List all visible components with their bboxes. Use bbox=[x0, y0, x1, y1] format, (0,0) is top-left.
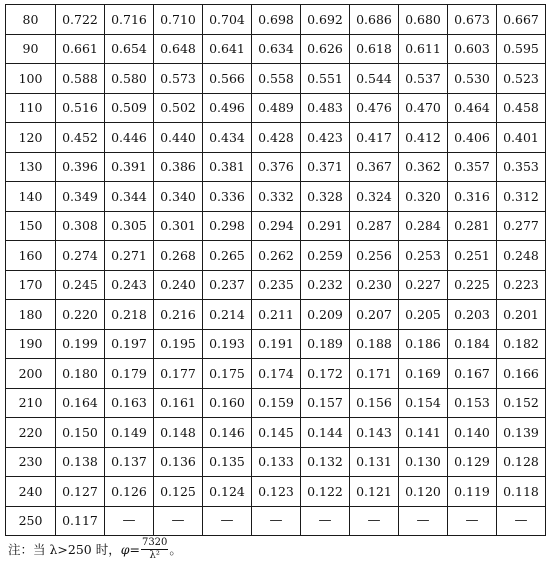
table-cell: 0.175 bbox=[203, 359, 252, 389]
table-row bbox=[6, 182, 546, 212]
table-row bbox=[6, 329, 546, 359]
table-cell: 0.123 bbox=[252, 477, 301, 507]
table-cell: 0.171 bbox=[350, 359, 399, 389]
table-cell: 0.259 bbox=[301, 241, 350, 271]
table-cell: 0.686 bbox=[350, 5, 399, 35]
row-lambda-label: 130 bbox=[6, 152, 56, 182]
table-cell: 0.130 bbox=[399, 447, 448, 477]
table-row bbox=[6, 64, 546, 94]
table-cell: 0.172 bbox=[301, 359, 350, 389]
table-cell: 0.661 bbox=[56, 34, 105, 64]
table-cell: 0.626 bbox=[301, 34, 350, 64]
table-cell: 0.648 bbox=[154, 34, 203, 64]
table-cell: 0.301 bbox=[154, 211, 203, 241]
table-cell: 0.551 bbox=[301, 64, 350, 94]
table-cell: 0.704 bbox=[203, 5, 252, 35]
table-cell: 0.464 bbox=[448, 93, 497, 123]
table-cell: 0.710 bbox=[154, 5, 203, 35]
table-cell: 0.654 bbox=[105, 34, 154, 64]
table-row bbox=[6, 93, 546, 123]
table-cell: 0.193 bbox=[203, 329, 252, 359]
table-row bbox=[6, 34, 546, 64]
table-cell: 0.294 bbox=[252, 211, 301, 241]
table-cell: 0.197 bbox=[105, 329, 154, 359]
table-cell: 0.324 bbox=[350, 182, 399, 212]
row-lambda-label: 150 bbox=[6, 211, 56, 241]
row-lambda-label: 250 bbox=[6, 506, 56, 536]
table-cell: 0.131 bbox=[350, 447, 399, 477]
table-cell: 0.452 bbox=[56, 123, 105, 153]
table-cell: 0.401 bbox=[497, 123, 546, 153]
table-cell: 0.132 bbox=[301, 447, 350, 477]
table-cell: 0.153 bbox=[448, 388, 497, 418]
table-cell: 0.362 bbox=[399, 152, 448, 182]
table-cell: 0.595 bbox=[497, 34, 546, 64]
table-cell: 0.143 bbox=[350, 418, 399, 448]
table-cell: 0.423 bbox=[301, 123, 350, 153]
row-lambda-label: 120 bbox=[6, 123, 56, 153]
table-cell: 0.169 bbox=[399, 359, 448, 389]
table-cell: 0.349 bbox=[56, 182, 105, 212]
footnote-fraction bbox=[141, 538, 168, 561]
table-cell: 0.305 bbox=[105, 211, 154, 241]
table-cell: 0.136 bbox=[154, 447, 203, 477]
table-cell: 0.281 bbox=[448, 211, 497, 241]
table-cell: 0.141 bbox=[399, 418, 448, 448]
table-row bbox=[6, 5, 546, 35]
table-cell: 0.256 bbox=[350, 241, 399, 271]
row-lambda-label: 160 bbox=[6, 241, 56, 271]
table-cell: 0.150 bbox=[56, 418, 105, 448]
table-cell: 0.245 bbox=[56, 270, 105, 300]
table-cell: 0.391 bbox=[105, 152, 154, 182]
table-cell: — bbox=[154, 506, 203, 536]
fraction-denominator: λ² bbox=[149, 549, 160, 561]
table-cell: 0.376 bbox=[252, 152, 301, 182]
table-cell: 0.268 bbox=[154, 241, 203, 271]
row-lambda-label: 90 bbox=[6, 34, 56, 64]
table-cell: 0.287 bbox=[350, 211, 399, 241]
table-cell: 0.298 bbox=[203, 211, 252, 241]
table-cell: 0.698 bbox=[252, 5, 301, 35]
table-cell: 0.253 bbox=[399, 241, 448, 271]
table-cell: — bbox=[105, 506, 154, 536]
table-cell: — bbox=[252, 506, 301, 536]
table-cell: 0.126 bbox=[105, 477, 154, 507]
table-cell: 0.201 bbox=[497, 300, 546, 330]
table-cell: 0.277 bbox=[497, 211, 546, 241]
table-cell: 0.207 bbox=[350, 300, 399, 330]
table-cell: 0.344 bbox=[105, 182, 154, 212]
table-cell: 0.328 bbox=[301, 182, 350, 212]
table-cell: 0.184 bbox=[448, 329, 497, 359]
table-cell: 0.537 bbox=[399, 64, 448, 94]
table-cell: 0.312 bbox=[497, 182, 546, 212]
table-cell: 0.667 bbox=[497, 5, 546, 35]
table-cell: 0.195 bbox=[154, 329, 203, 359]
table-cell: 0.367 bbox=[350, 152, 399, 182]
table-cell: 0.119 bbox=[448, 477, 497, 507]
table-cell: 0.502 bbox=[154, 93, 203, 123]
table-cell: 0.166 bbox=[497, 359, 546, 389]
table-cell: 0.149 bbox=[105, 418, 154, 448]
table-cell: 0.428 bbox=[252, 123, 301, 153]
table-row bbox=[6, 211, 546, 241]
table-cell: 0.186 bbox=[399, 329, 448, 359]
footnote-equals: = bbox=[129, 541, 140, 557]
table-cell: 0.371 bbox=[301, 152, 350, 182]
table-cell: 0.544 bbox=[350, 64, 399, 94]
table-footnote bbox=[8, 534, 182, 564]
table-cell: 0.117 bbox=[56, 506, 105, 536]
row-lambda-label: 100 bbox=[6, 64, 56, 94]
table-cell: 0.205 bbox=[399, 300, 448, 330]
table-cell: 0.406 bbox=[448, 123, 497, 153]
row-lambda-label: 110 bbox=[6, 93, 56, 123]
table-cell: 0.446 bbox=[105, 123, 154, 153]
table-cell: 0.611 bbox=[399, 34, 448, 64]
table-cell: 0.673 bbox=[448, 5, 497, 35]
table-cell: 0.227 bbox=[399, 270, 448, 300]
table-cell: 0.148 bbox=[154, 418, 203, 448]
table-cell: 0.174 bbox=[252, 359, 301, 389]
table-cell: 0.179 bbox=[105, 359, 154, 389]
table-cell: 0.412 bbox=[399, 123, 448, 153]
table-cell: 0.199 bbox=[56, 329, 105, 359]
footnote-prefix: 注：当 λ>250 时， bbox=[8, 542, 121, 557]
table-cell: 0.316 bbox=[448, 182, 497, 212]
table-cell: 0.440 bbox=[154, 123, 203, 153]
row-lambda-label: 210 bbox=[6, 388, 56, 418]
table-cell: 0.580 bbox=[105, 64, 154, 94]
table-cell: 0.573 bbox=[154, 64, 203, 94]
footnote-suffix: 。 bbox=[169, 542, 182, 557]
table-cell: 0.308 bbox=[56, 211, 105, 241]
table-cell: 0.146 bbox=[203, 418, 252, 448]
table-cell: 0.144 bbox=[301, 418, 350, 448]
table-cell: 0.182 bbox=[497, 329, 546, 359]
table-cell: 0.145 bbox=[252, 418, 301, 448]
table-cell: 0.692 bbox=[301, 5, 350, 35]
table-cell: 0.140 bbox=[448, 418, 497, 448]
row-lambda-label: 170 bbox=[6, 270, 56, 300]
table-cell: 0.152 bbox=[497, 388, 546, 418]
table-cell: 0.496 bbox=[203, 93, 252, 123]
table-cell: 0.203 bbox=[448, 300, 497, 330]
table-cell: 0.271 bbox=[105, 241, 154, 271]
table-cell: 0.127 bbox=[56, 477, 105, 507]
table-cell: 0.566 bbox=[203, 64, 252, 94]
table-cell: 0.189 bbox=[301, 329, 350, 359]
table-cell: 0.618 bbox=[350, 34, 399, 64]
table-cell: 0.489 bbox=[252, 93, 301, 123]
table-cell: 0.523 bbox=[497, 64, 546, 94]
table-cell: 0.603 bbox=[448, 34, 497, 64]
table-cell: 0.188 bbox=[350, 329, 399, 359]
table-cell: 0.157 bbox=[301, 388, 350, 418]
table-cell: 0.225 bbox=[448, 270, 497, 300]
table-cell: 0.133 bbox=[252, 447, 301, 477]
table-cell: 0.509 bbox=[105, 93, 154, 123]
table-cell: 0.139 bbox=[497, 418, 546, 448]
table-cell: 0.417 bbox=[350, 123, 399, 153]
table-cell: 0.240 bbox=[154, 270, 203, 300]
table-cell: 0.458 bbox=[497, 93, 546, 123]
table-cell: 0.191 bbox=[252, 329, 301, 359]
table-cell: — bbox=[203, 506, 252, 536]
row-lambda-label: 80 bbox=[6, 5, 56, 35]
table-cell: 0.232 bbox=[301, 270, 350, 300]
table-row bbox=[6, 359, 546, 389]
table-cell: 0.218 bbox=[105, 300, 154, 330]
table-cell: 0.716 bbox=[105, 5, 154, 35]
table-cell: 0.320 bbox=[399, 182, 448, 212]
table-cell: 0.336 bbox=[203, 182, 252, 212]
table-cell: 0.530 bbox=[448, 64, 497, 94]
table-cell: 0.129 bbox=[448, 447, 497, 477]
table-cell: 0.248 bbox=[497, 241, 546, 271]
table-cell: 0.216 bbox=[154, 300, 203, 330]
table-cell: 0.156 bbox=[350, 388, 399, 418]
table-cell: 0.340 bbox=[154, 182, 203, 212]
table-row bbox=[6, 388, 546, 418]
table-cell: 0.230 bbox=[350, 270, 399, 300]
table-cell: 0.122 bbox=[301, 477, 350, 507]
table-cell: 0.209 bbox=[301, 300, 350, 330]
table-row bbox=[6, 506, 546, 536]
table-cell: 0.722 bbox=[56, 5, 105, 35]
table-row bbox=[6, 300, 546, 330]
table-cell: 0.243 bbox=[105, 270, 154, 300]
fraction-numerator: 7320 bbox=[141, 536, 168, 548]
stability-coefficient-table bbox=[5, 4, 546, 536]
table-cell: 0.118 bbox=[497, 477, 546, 507]
table-row bbox=[6, 123, 546, 153]
table-cell: 0.135 bbox=[203, 447, 252, 477]
table-cell: 0.177 bbox=[154, 359, 203, 389]
table-cell: 0.223 bbox=[497, 270, 546, 300]
table-cell: 0.124 bbox=[203, 477, 252, 507]
table-cell: 0.251 bbox=[448, 241, 497, 271]
table-cell: 0.128 bbox=[497, 447, 546, 477]
table-cell: 0.154 bbox=[399, 388, 448, 418]
table-cell: 0.284 bbox=[399, 211, 448, 241]
table-cell: 0.120 bbox=[399, 477, 448, 507]
table-cell: 0.237 bbox=[203, 270, 252, 300]
table-row bbox=[6, 152, 546, 182]
row-lambda-label: 140 bbox=[6, 182, 56, 212]
table-cell: 0.357 bbox=[448, 152, 497, 182]
table-cell: 0.386 bbox=[154, 152, 203, 182]
row-lambda-label: 190 bbox=[6, 329, 56, 359]
table-cell: 0.588 bbox=[56, 64, 105, 94]
table-cell: 0.483 bbox=[301, 93, 350, 123]
table-cell: — bbox=[497, 506, 546, 536]
table-cell: 0.163 bbox=[105, 388, 154, 418]
table-cell: 0.121 bbox=[350, 477, 399, 507]
table-cell: 0.396 bbox=[56, 152, 105, 182]
table-cell: 0.262 bbox=[252, 241, 301, 271]
table-cell: 0.381 bbox=[203, 152, 252, 182]
table-cell: 0.138 bbox=[56, 447, 105, 477]
table-cell: 0.161 bbox=[154, 388, 203, 418]
table-body bbox=[6, 5, 546, 536]
table-cell: 0.476 bbox=[350, 93, 399, 123]
table-cell: 0.516 bbox=[56, 93, 105, 123]
table-cell: 0.641 bbox=[203, 34, 252, 64]
table-cell: 0.680 bbox=[399, 5, 448, 35]
table-cell: 0.159 bbox=[252, 388, 301, 418]
row-lambda-label: 220 bbox=[6, 418, 56, 448]
table-row bbox=[6, 270, 546, 300]
table-cell: 0.167 bbox=[448, 359, 497, 389]
table-cell: — bbox=[448, 506, 497, 536]
table-cell: 0.125 bbox=[154, 477, 203, 507]
table-cell: 0.235 bbox=[252, 270, 301, 300]
table-cell: 0.137 bbox=[105, 447, 154, 477]
table-cell: — bbox=[301, 506, 350, 536]
table-cell: 0.160 bbox=[203, 388, 252, 418]
table-cell: 0.558 bbox=[252, 64, 301, 94]
table-cell: 0.434 bbox=[203, 123, 252, 153]
table-cell: 0.180 bbox=[56, 359, 105, 389]
table-row bbox=[6, 241, 546, 271]
table-cell: 0.470 bbox=[399, 93, 448, 123]
table-row bbox=[6, 477, 546, 507]
table-cell: 0.353 bbox=[497, 152, 546, 182]
table-cell: 0.634 bbox=[252, 34, 301, 64]
row-lambda-label: 200 bbox=[6, 359, 56, 389]
table-cell: 0.220 bbox=[56, 300, 105, 330]
row-lambda-label: 230 bbox=[6, 447, 56, 477]
table-cell: — bbox=[350, 506, 399, 536]
table-cell: 0.211 bbox=[252, 300, 301, 330]
table-cell: 0.274 bbox=[56, 241, 105, 271]
row-lambda-label: 180 bbox=[6, 300, 56, 330]
row-lambda-label: 240 bbox=[6, 477, 56, 507]
table-cell: 0.291 bbox=[301, 211, 350, 241]
table-cell: 0.214 bbox=[203, 300, 252, 330]
footnote-phi-symbol: φ bbox=[120, 541, 130, 557]
table-cell: 0.332 bbox=[252, 182, 301, 212]
table-cell: 0.265 bbox=[203, 241, 252, 271]
table-row bbox=[6, 418, 546, 448]
table-cell: — bbox=[399, 506, 448, 536]
table-cell: 0.164 bbox=[56, 388, 105, 418]
table-row bbox=[6, 447, 546, 477]
